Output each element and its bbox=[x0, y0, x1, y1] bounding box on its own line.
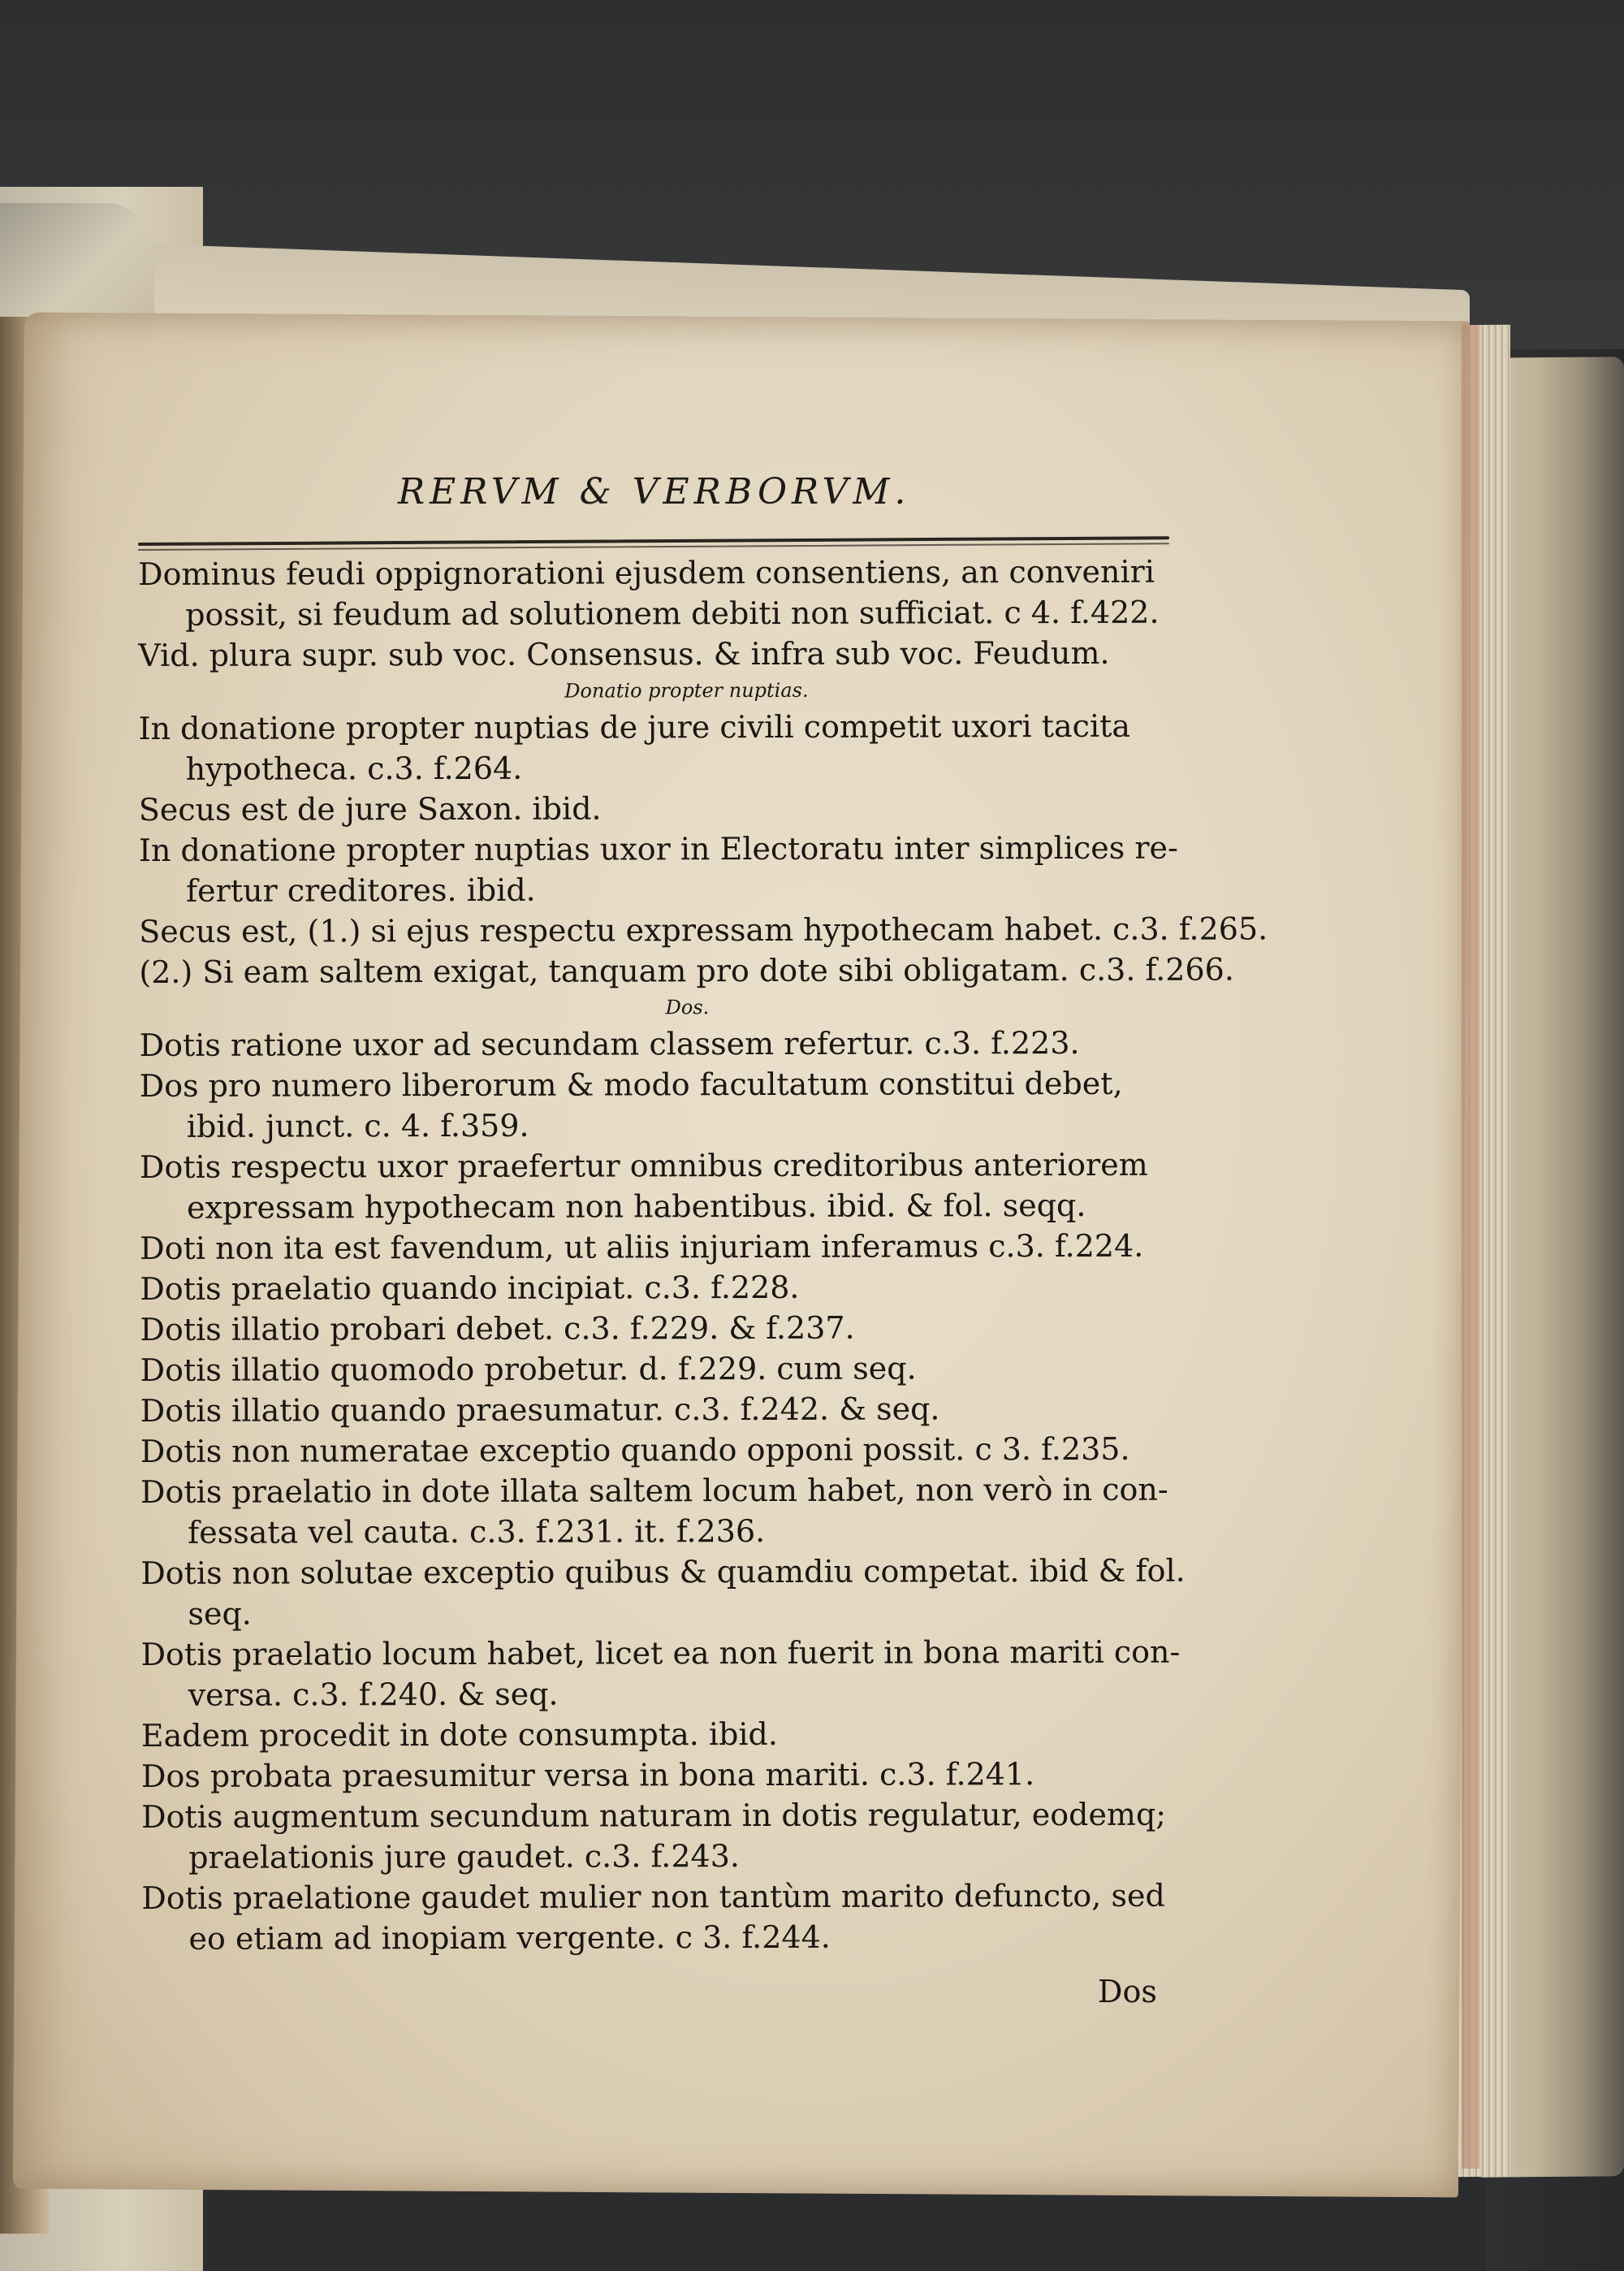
index-entry bbox=[140, 1388, 1188, 1431]
entry-first-line: Dotis ratione uxor ad secundam classem refertur. c.3. f.223. bbox=[139, 1024, 1080, 1063]
entry-first-line: (2.) Si eam saltem exigat, tanquam pro dote sibi obligatam. c.3. f.266. bbox=[139, 951, 1234, 990]
index-entry bbox=[138, 706, 1186, 789]
index-entry bbox=[140, 1307, 1187, 1350]
entry-continuation-line: possit, si feudum ad solutionem debiti non sufficiat. c 4. f.422. bbox=[185, 594, 1160, 633]
entry-continuation-line: versa. c.3. f.240. & seq. bbox=[188, 1676, 559, 1713]
section-heading: Donatio propter nuptias. bbox=[564, 678, 809, 703]
entry-first-line: Dos pro numero liberorum & modo facultatum constitui debet, bbox=[139, 1065, 1123, 1104]
entry-continuation-line: fessata vel cauta. c.3. f.231. it. f.236. bbox=[188, 1512, 766, 1551]
entry-first-line: Secus est, (1.) si ejus respectu expressam hypothecam habet. c.3. f.265. bbox=[139, 911, 1268, 949]
index-entry bbox=[138, 552, 1186, 635]
entry-continuation-line: eo etiam ad inopiam vergente. c 3. f.244. bbox=[188, 1918, 831, 1957]
index-entry bbox=[141, 1713, 1189, 1756]
entry-continuation-line: expressam hypothecam non habentibus. ibid. & fol. seqq. bbox=[187, 1187, 1086, 1226]
index-entry bbox=[140, 1266, 1187, 1309]
entry-continuation-line: seq. bbox=[188, 1595, 252, 1632]
entry-continuation-line: hypotheca. c.3. f.264. bbox=[185, 750, 523, 787]
entry-first-line: In donatione propter nuptias de jure civili competit uxori tacita bbox=[138, 707, 1131, 746]
entry-first-line: Secus est de jure Saxon. ibid. bbox=[138, 790, 602, 828]
entry-first-line: Dotis illatio probari debet. c.3. f.229. & f.237. bbox=[140, 1309, 855, 1347]
entry-first-line: Dotis praelatio locum habet, licet ea non fuerit in bona mariti con- bbox=[140, 1633, 1181, 1672]
index-entry bbox=[141, 1875, 1189, 1959]
entry-first-line: Dotis non solutae exceptio quibus & quamdiu competat. ibid & fol. bbox=[140, 1552, 1186, 1591]
entry-first-line: Doti non ita est favendum, ut aliis injuriam inferamus c.3. f.224. bbox=[140, 1227, 1144, 1266]
index-entry bbox=[140, 1144, 1187, 1228]
index-entry bbox=[141, 1754, 1189, 1797]
running-title: RERVM & VERBORVM. bbox=[398, 471, 911, 513]
section-heading: Dos. bbox=[665, 996, 710, 1019]
index-entry bbox=[140, 1226, 1187, 1269]
index-entry bbox=[139, 828, 1186, 911]
index-entry bbox=[140, 1469, 1188, 1553]
index-entry bbox=[140, 1429, 1188, 1472]
entry-first-line: Dotis praelatio quando incipiat. c.3. f.228. bbox=[140, 1269, 800, 1307]
entry-first-line: Dotis praelatione gaudet mulier non tantùm marito defuncto, sed bbox=[141, 1877, 1165, 1916]
page-curl bbox=[0, 203, 154, 317]
index-entry bbox=[140, 1632, 1188, 1715]
entry-first-line: Dominus feudi oppignorationi ejusdem consentiens, an conveniri bbox=[138, 553, 1155, 592]
catchword: Dos bbox=[1098, 1974, 1157, 2009]
entry-first-line: Dotis non numeratae exceptio quando opponi possit. c 3. f.235. bbox=[140, 1430, 1130, 1469]
entry-continuation-line: fertur creditores. ibid. bbox=[186, 872, 536, 909]
entry-first-line: Dotis respectu uxor praefertur omnibus creditoribus anteriorem bbox=[139, 1146, 1148, 1185]
index-entry bbox=[139, 909, 1268, 952]
entry-first-line: Dotis illatio quando praesumatur. c.3. f.242. & seq. bbox=[140, 1391, 940, 1429]
index-entry bbox=[139, 787, 1186, 830]
index-entry bbox=[140, 1551, 1188, 1634]
entry-first-line: Dotis praelatio in dote illata saltem locum habet, non verò in con- bbox=[140, 1471, 1168, 1510]
index-entry bbox=[140, 1347, 1188, 1391]
index-text bbox=[138, 552, 1268, 1959]
index-entry bbox=[138, 633, 1186, 676]
entry-first-line: Dotis augmentum secundum naturam in dotis regulatur, eodemq; bbox=[141, 1796, 1167, 1835]
index-entry bbox=[139, 949, 1234, 993]
entry-continuation-line: ibid. junct. c. 4. f.359. bbox=[186, 1107, 529, 1144]
entry-first-line: In donatione propter nuptias uxor in Electoratu inter simplices re- bbox=[138, 829, 1178, 868]
entry-first-line: Dos probata praesumitur versa in bona mariti. c.3. f.241. bbox=[140, 1756, 1035, 1794]
red-page-edge bbox=[1462, 325, 1479, 2169]
entry-first-line: Dotis illatio quomodo probetur. d. f.229. cum seq. bbox=[140, 1350, 917, 1388]
index-entry bbox=[141, 1794, 1189, 1878]
index-entry bbox=[140, 1063, 1187, 1147]
entry-first-line: Vid. plura supr. sub voc. Consensus. & infra sub voc. Feudum. bbox=[138, 634, 1110, 673]
index-entry bbox=[140, 1023, 1187, 1066]
entry-first-line: Eadem procedit in dote consumpta. ibid. bbox=[140, 1715, 778, 1754]
entry-continuation-line: praelationis jure gaudet. c.3. f.243. bbox=[188, 1838, 740, 1875]
